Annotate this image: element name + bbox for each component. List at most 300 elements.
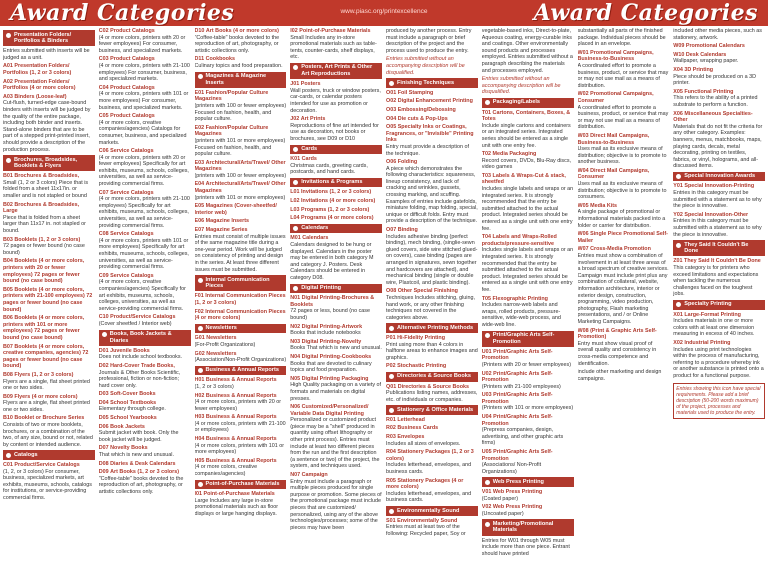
category-item <box>386 478 478 504</box>
section-heading <box>290 145 382 155</box>
section-heading <box>386 405 478 415</box>
category-item <box>290 472 382 531</box>
category-item <box>482 504 574 517</box>
category-description: Includes single labels and wraps or an integrated series. It is strongly recommended that the entry be submitted attached to the actual product. Integrated series should be entered as a single unit with one entry fee. <box>481 186 574 232</box>
section-bullet-icon <box>6 33 11 38</box>
section-title: Invitations & Programs <box>301 179 363 186</box>
category-label: Promotional Calendars <box>685 43 745 50</box>
category-item <box>290 215 382 222</box>
category-label: Calendars <box>302 235 329 242</box>
section-intro: Entries submitted with inserts will be judged as a unit. <box>3 48 90 61</box>
category-description: (printers with 101 or more employees) Focused on fashion, health, and popular culture. <box>194 137 286 158</box>
category-item <box>99 445 191 458</box>
category-item <box>3 394 95 414</box>
section-title: Books, Book Jackets & Diaries <box>109 331 172 344</box>
category-code: U05 <box>481 449 492 456</box>
category-item <box>99 148 191 188</box>
category-label: Miscellaneous Specialties-Other <box>673 110 753 124</box>
category-label: Product Catalogs <box>110 84 155 91</box>
category-code: B09 <box>3 393 13 400</box>
category-item <box>482 151 574 171</box>
section-heading <box>3 450 95 460</box>
category-label: Book Jackets <box>110 423 145 430</box>
section-title: Presentation Folders/ Portfolios & Binders <box>14 31 72 45</box>
category-description: Entries in this category must be submitted with a statement as to why the piece is innovative. <box>673 218 762 238</box>
category-description: (Cover sheetfed / Interior web) <box>98 320 172 327</box>
category-item <box>99 231 191 271</box>
section-bullet-icon <box>485 100 490 105</box>
category-label: Service Catalogs <box>110 148 154 155</box>
category-description: Entries must at least two of the following: Recycled paper, Soy or <box>386 524 466 537</box>
category-code: G01 <box>194 335 205 342</box>
category-code: W02 <box>577 91 589 98</box>
category-code: D09 <box>98 469 109 476</box>
category-item <box>3 287 95 313</box>
category-code: W04 <box>577 167 589 174</box>
category-description: Consists of two or more booklets, brochures, or a combination of the two, of any size, bound or not, related by content or intended audience. <box>3 422 93 448</box>
section-title: Brochures, Broadsides, Booklets & Flyers <box>14 156 78 170</box>
category-label: Invitations (1, 2 or 3 colors) <box>301 189 372 196</box>
category-item <box>195 293 287 306</box>
category-item <box>195 218 287 225</box>
category-label: Invitations (4 or more colors) <box>301 198 376 205</box>
category-code: S01 <box>386 517 396 524</box>
category-code: E06 <box>194 218 205 225</box>
section-title: Calendars <box>301 225 329 232</box>
category-label: Direct Mail Campaigns, Consumer <box>577 167 650 181</box>
category-code: X06 <box>673 110 683 117</box>
category-item <box>3 237 95 257</box>
category-code: W05 <box>577 202 589 209</box>
category-item <box>195 90 287 123</box>
category-code: C01 <box>3 462 13 469</box>
category-item <box>673 89 765 109</box>
category-item <box>386 384 478 404</box>
category-code: D06 <box>98 423 109 430</box>
category-description: This category is for printers who exceed limitations and expectations when tackling the numerous challenges faced on the toughest jobs. <box>673 265 759 298</box>
category-description: Reproductions of fine art intended for use as decoration, not books or brochures, see D09 or D10 <box>290 122 379 142</box>
category-label: Internal Communication Pieces (4 or more colors) <box>194 308 286 322</box>
column-2 <box>99 28 191 587</box>
category-code: C03 <box>98 56 109 63</box>
category-description: Wall posters, truck or window posters, car-cards, or calendar posters intended for use as promotion or decoration. <box>290 87 381 114</box>
category-description: (printers with 100 or fewer employees) <box>194 172 287 179</box>
category-item <box>195 125 287 158</box>
category-description: (Prepress companies, design, advertising, and other graphic arts firms) <box>481 427 564 447</box>
category-label: Labels & Wraps-Cut & stack, sheetfed <box>481 172 566 186</box>
category-code: E01 <box>194 89 205 96</box>
category-description: (Printers with 21-100 employees) <box>481 383 561 390</box>
header-url[interactable]: www.piasc.org/printexcellence <box>340 8 428 15</box>
category-description: Calendars designed to be hung or displayed. Calendars in the poster may be entered in both category M and category J. Posters. Desk Calendars should be entered in category D08. <box>290 242 374 281</box>
category-label: Media Kits <box>590 202 618 209</box>
section-title: Finishing Techniques <box>397 79 455 86</box>
category-code: Y02 <box>673 211 683 218</box>
category-code: W08 <box>577 327 589 334</box>
section-heading <box>290 224 382 234</box>
category-item <box>482 392 574 412</box>
category-label: Stochastic Printing <box>397 363 447 370</box>
category-code: N06 <box>290 404 301 411</box>
category-description: Includes all sizes of envelopes. <box>386 440 461 447</box>
category-code: L01 <box>290 189 300 196</box>
category-description: Books That which is new and unusual. <box>290 345 382 352</box>
category-code: V01 <box>481 489 492 495</box>
category-description: Books that include notebooks <box>290 330 361 337</box>
category-label: Digital Printing-Brochures & Booklets <box>290 295 375 308</box>
category-description: Entries for W01 through W05 must include more than one piece. Entrant should have printed <box>481 537 570 557</box>
category-description: Techniques Includes stitching, gluing, hand work, or any other finishing techniques not covered in the categories above. <box>386 294 475 321</box>
category-description: A coordinated effort to promote a business, product, or service that may or may not use mail as a means of distribution. <box>577 62 669 89</box>
section-heading <box>482 477 574 487</box>
category-item <box>578 50 670 90</box>
category-item <box>195 28 287 54</box>
category-label: Direct Mail Campaigns, Business-to-Business <box>577 132 650 146</box>
section-bullet-icon <box>293 286 298 291</box>
category-item <box>3 344 95 370</box>
category-label: Booklets (4 or more colors, printers with 101 or more employees) 72 pages or fewer bound (no case bound) <box>3 315 85 341</box>
category-label: Desk Calendars <box>685 51 727 58</box>
category-label: Industrial Printing <box>684 339 731 346</box>
category-item <box>99 348 191 361</box>
category-item <box>386 417 478 424</box>
category-label: Environmentally Sound <box>397 517 458 524</box>
category-item <box>578 231 670 244</box>
category-label: Web Press Printing <box>492 504 543 511</box>
category-code: B04 <box>3 258 13 265</box>
category-item <box>673 52 765 65</box>
section-bullet-icon <box>198 368 203 373</box>
category-code: O06 <box>386 159 397 166</box>
category-description: Includes single labels and wraps or an integrated series. It is strongly recommended that the entry be submitted attached to the actual product. Integrated series should be entered as a single unit with one entry fee. <box>481 247 574 293</box>
category-label: Business & Annual Reports <box>205 377 277 384</box>
category-code: D05 <box>98 415 109 422</box>
category-item <box>3 79 95 92</box>
category-code: L02 <box>290 198 300 205</box>
section-bullet-icon <box>6 158 11 163</box>
category-label: Fashion/Popular Culture Magazines <box>194 89 269 103</box>
section-title: They Said It Couldn't Be Done <box>684 241 749 255</box>
category-label: Special Innovation-Other <box>684 211 749 218</box>
category-item <box>99 28 191 54</box>
category-code: H02 <box>194 392 205 399</box>
category-item <box>482 489 574 502</box>
category-item <box>99 400 191 413</box>
category-description: Entry must provide a description of the technique. <box>386 143 469 157</box>
category-label: Booklet or Brochure Series <box>14 415 85 422</box>
category-description: Submit jacket with book. Only the book jacket will be judged. <box>98 430 179 443</box>
category-label: Booklets (4 or more colors, printers with 21-100 employees) 72 pages or fewer bound (no case bound) <box>3 286 93 313</box>
category-code: U02 <box>481 370 492 377</box>
category-item <box>195 393 287 413</box>
section-heading <box>386 506 478 516</box>
category-label: (Print & Graphic Arts Self-Promotion) <box>577 327 657 341</box>
category-item <box>195 351 287 364</box>
section-bullet-icon <box>6 453 11 458</box>
category-code: B10 <box>3 415 13 422</box>
section-title: Posters, Art Prints & Other Art Reproductions <box>301 64 373 78</box>
category-description: Flyers are a single, flat sheet printed one or two sides. <box>3 378 90 392</box>
category-code: A02 <box>3 78 13 85</box>
category-label: Magazines (Cover-sheetfed/ Interior web) <box>194 203 277 216</box>
category-label: Architectural/Arts/Travel/ Other Magazines <box>194 159 286 173</box>
category-description: Large Includes any large in-store promotional materials such as floor displays or large hanging displays. <box>194 497 279 517</box>
category-description: Uses mail as its exclusive means of distribution; objective is to promote to another business. <box>577 146 667 166</box>
category-code: H01 <box>194 377 205 384</box>
category-item <box>386 449 478 475</box>
category-description: include other marketing and design campaigns. <box>577 369 662 382</box>
category-code: W09 <box>673 43 685 50</box>
section-bullet-icon <box>676 302 681 307</box>
category-code: R04 <box>386 449 396 456</box>
section-heading <box>195 275 287 291</box>
category-code: T03 <box>481 172 492 179</box>
category-item <box>673 258 765 298</box>
column-3 <box>195 28 287 587</box>
section-bullet-icon <box>198 278 203 283</box>
section-heading <box>195 480 287 490</box>
category-label: Service Catalogs <box>110 272 154 279</box>
category-code: E07 <box>194 227 205 234</box>
category-code: J02 <box>290 116 300 123</box>
category-label: 3D Printing <box>684 66 714 73</box>
section-intro: produced by another process. Entry must include a paragraph or brief description of the project and the process used to produce the entry. <box>386 28 472 54</box>
category-code: C09 <box>98 272 109 279</box>
category-label: Brochures & Broadsides, Large <box>3 201 80 215</box>
category-item <box>99 113 191 146</box>
category-item <box>99 469 191 495</box>
category-description: (4 or more colors, printers with 101 or more employees) <box>194 442 285 456</box>
category-description: Includes letterhead, envelopes, and business cards. <box>386 462 472 476</box>
category-description: (4 or more colors, printers with 21-100 employees) Specifically for art exhibits, museums, schools, colleges, universities, as well as service-providing commercial firms. <box>98 196 190 229</box>
category-item <box>195 335 287 348</box>
category-description: Does not include school textbooks. <box>98 354 183 361</box>
category-label: Hi-Fidelity Printing <box>397 334 446 341</box>
category-description: Piece should be produced on a 3D printer. <box>673 73 756 87</box>
category-item <box>290 295 382 321</box>
category-description: (Printers with 20 or fewer employees) <box>481 361 572 368</box>
category-code: Y01 <box>673 183 683 190</box>
category-label: Die cuts & Pop-Ups <box>397 115 448 122</box>
category-description: (4 or more colors, printers with 20 or fewer employees) Specifically for art exhibits, museums, schools, colleges, universities, as well as service-providing commercial firms. <box>98 154 189 188</box>
category-code: O03 <box>386 106 397 113</box>
category-page <box>0 28 768 587</box>
category-label: Large-Format Printing <box>684 311 741 318</box>
category-code: O04 <box>386 115 397 122</box>
header-title-right: Award Categories <box>533 0 758 26</box>
category-item <box>3 372 95 392</box>
category-item <box>482 234 574 293</box>
category-item <box>290 324 382 337</box>
category-item <box>386 98 478 105</box>
column-5 <box>386 28 478 587</box>
category-description: A coordinated effort to promote a business, product, or service that may or may not use mail as a means of distribution. <box>577 104 669 131</box>
category-description: Culinary topics and food preparation. <box>194 62 283 69</box>
category-item <box>290 376 382 402</box>
category-code: F01 <box>194 293 204 300</box>
category-code: U03 <box>481 392 492 399</box>
category-description: A piece which demonstrates the following characteristics: squareness, lineup consistency, and lack of cracking and wrinkles, gussets, crossing marking, and scuffing. Examples of entries include gatefolds, miniature folding, map folding, special, unique or difficult folds. Entry must provide a description of the technique. <box>386 165 478 225</box>
category-item <box>99 56 191 82</box>
category-label: Envelopes <box>397 434 425 441</box>
category-code: Q01 <box>386 383 397 390</box>
category-code: B06 <box>3 315 13 322</box>
category-label: Stationery Packages (1, 2 or 3 colors) <box>386 449 474 462</box>
category-description: (1, 2, or 3 colors) For consumer, business, specialized markets, art exhibits, museums, schools, catalogs for institutions, or service-providing commercial firms. <box>3 468 92 501</box>
category-code: O02 <box>386 98 397 105</box>
category-description: Flyers are a single, flat sheet printed one or two sides. <box>3 400 90 413</box>
category-code: T05 <box>481 295 492 302</box>
section-note: Entries submitted without an accompanying description will be disqualified. <box>481 76 561 96</box>
category-label: Novelty Books <box>110 445 148 452</box>
category-item <box>482 173 574 232</box>
category-description: Entry must include a paragraph or multiple pieces produced for single purpose or promotion. Some pieces of the promotional package must include pieces that are customized/ personalized, using any of the above technologies/processes; some of the pieces may have been <box>290 478 382 531</box>
category-code: I02 <box>290 28 298 34</box>
category-item <box>3 94 95 153</box>
category-label: Cards <box>301 156 317 163</box>
section-intro: included other media pieces, such as stationery, artwork. <box>673 28 762 41</box>
category-label: Foil Stamping <box>397 89 434 96</box>
category-label: Programs (1, 2 or 3 colors) <box>301 206 370 213</box>
section-title: Internal Communication Pieces <box>205 276 270 290</box>
category-label: Directories & Source Books <box>397 383 470 390</box>
category-description: (Coated paper) <box>481 495 519 502</box>
category-description: Books that are devoted to culinary topics and food preparation. <box>290 360 372 374</box>
category-item <box>578 133 670 166</box>
category-label: Other Special Finishing <box>397 288 458 295</box>
category-code: D04 <box>98 399 109 406</box>
category-label: Business & Annual Reports <box>205 392 277 399</box>
category-description: A single package of promotional or informational materials packed into a folder or carrier for distribution. <box>577 209 666 229</box>
category-description: "Coffee-table" books devoted to the reproduction of art, photography, or artistic collections only. <box>98 475 184 495</box>
category-code: W07 <box>577 246 589 253</box>
section-title: Marketing/Promotional Materials <box>492 520 554 534</box>
category-description: (4 or more colors, printers with 21-100 or employees) <box>194 420 286 434</box>
category-description: Include single cartons and containers or an integrated series. Integrated series should be entered as a single unit with one entry fee. <box>481 122 571 149</box>
category-code: W10 <box>673 51 685 58</box>
category-description: (4 or more colors, printers with 20 or fewer employees) For consumer, business, and specialized markets. <box>98 34 186 54</box>
category-item <box>99 415 191 422</box>
section-title: Environmentally Sound <box>397 507 460 514</box>
category-code: K01 <box>290 156 301 163</box>
category-item <box>386 227 478 286</box>
category-code: L03 <box>290 206 300 213</box>
category-label: Print/Graphic Arts Self-Promotion <box>481 414 553 427</box>
section-title: Point-of-Purchase Materials <box>205 481 280 488</box>
category-item <box>386 116 478 123</box>
category-description: (4 or more colors, printers with 21-100 employees) For consumer, business, and specialized markets. <box>98 62 190 83</box>
category-code: H04 <box>194 436 205 443</box>
section-heading <box>386 372 478 382</box>
category-item <box>386 124 478 157</box>
category-label: Folding <box>397 159 418 166</box>
category-label: Flyers (1, 2 or 3 colors) <box>14 371 74 378</box>
category-description: Personalized or customized product (piece may be a "shell" produced in quantity using offset lithography or other print process). Entries must include at least two different pieces from the run and the first description (a sentence or two) of the project, the system, and techniques used. <box>290 417 380 470</box>
category-item <box>386 518 478 538</box>
category-item <box>195 160 287 180</box>
category-code: B03 <box>3 236 13 243</box>
category-description: 72 pages or less, bound (no case bound) <box>290 308 370 321</box>
category-label: Art Books (1, 2 or 3 colors) <box>110 469 180 476</box>
category-code: N04 <box>290 353 301 360</box>
category-code: B01 <box>3 173 13 180</box>
category-item <box>386 288 478 321</box>
header-title-left: Award Categories <box>10 0 235 26</box>
section-heading <box>673 172 765 182</box>
category-label: Specialty Inks or Coatings, Fragrances, or "Invisible" Printing Inks <box>386 124 474 144</box>
category-code: L04 <box>290 215 300 222</box>
category-item <box>482 296 574 329</box>
category-label: Print/Graphic Arts Self-Promotion <box>481 449 553 462</box>
category-item <box>290 235 382 281</box>
category-item <box>673 340 765 380</box>
category-label: Campaign <box>301 472 328 479</box>
category-description: Entries must consist of multiple issues of the same magazine title during a one-year period. Work will be judged on consistency of printing and design in the series. At least three different issues must be submitted. <box>194 233 286 273</box>
category-label: Cartons, Containers, Boxes, & Totes <box>481 109 571 123</box>
section-bullet-icon <box>485 333 490 338</box>
category-code: C04 <box>98 84 109 91</box>
category-item <box>195 436 287 456</box>
section-heading <box>290 63 382 79</box>
section-bullet-icon <box>389 374 394 379</box>
category-item <box>195 203 287 216</box>
category-description: (4 or more colors, printers with 20 or fewer employees) <box>194 399 282 412</box>
category-code: W06 <box>577 231 589 238</box>
category-description: (Uncoated paper) <box>481 510 524 517</box>
section-title: Catalogs <box>14 451 38 458</box>
category-item <box>195 414 287 434</box>
category-label: They Said It Couldn't Be Done <box>684 258 761 265</box>
category-item <box>482 414 574 447</box>
category-label: Newsletters <box>206 350 237 357</box>
section-bullet-icon <box>485 522 490 527</box>
section-bullet-icon <box>389 326 394 331</box>
section-heading <box>3 155 95 171</box>
category-description: (4 or more colors, printers with 101 or more employees) For consumer, business, and specialized markets. <box>98 91 189 111</box>
section-heading <box>673 240 765 256</box>
category-code: N01 <box>290 295 301 302</box>
category-item <box>482 371 574 391</box>
category-description: (printers with 100 or fewer employees) Focused on fashion, health, and popular culture. <box>194 102 287 123</box>
category-label: Presentation Folders/ Portfolios (4 or more colors) <box>3 78 76 92</box>
category-label: Digital Enhancement Printing <box>397 98 473 105</box>
category-label: School Textbooks <box>110 399 157 406</box>
category-description: This refers to the ability of a printed substrate to perform a function. <box>673 95 758 108</box>
category-item <box>195 458 287 478</box>
category-item <box>195 56 287 69</box>
category-code: I01 <box>194 491 202 498</box>
category-code: P02 <box>386 363 396 370</box>
category-label: Binding <box>397 227 418 234</box>
column-8 <box>673 28 765 587</box>
category-code: N05 <box>290 375 301 382</box>
category-code: O01 <box>386 89 397 96</box>
category-code: B05 <box>3 286 13 293</box>
category-code: X01 <box>673 311 683 318</box>
category-label: Digital Printing-Artwork <box>301 323 363 330</box>
section-bullet-icon <box>198 74 203 79</box>
category-label: Diaries & Desk Calendars <box>110 460 176 467</box>
category-label: Flexographic Printing <box>492 295 548 302</box>
category-item <box>386 335 478 361</box>
category-label: Point-of-Purchase Materials <box>203 491 275 498</box>
category-description: (Association/Non-Profit Organizations) <box>194 357 287 364</box>
category-label: Media Packaging <box>492 151 537 158</box>
category-item <box>578 91 670 131</box>
category-item <box>99 391 191 398</box>
category-item <box>195 181 287 201</box>
section-title: Print/Graphic Arts Self-Promotion <box>492 332 555 345</box>
